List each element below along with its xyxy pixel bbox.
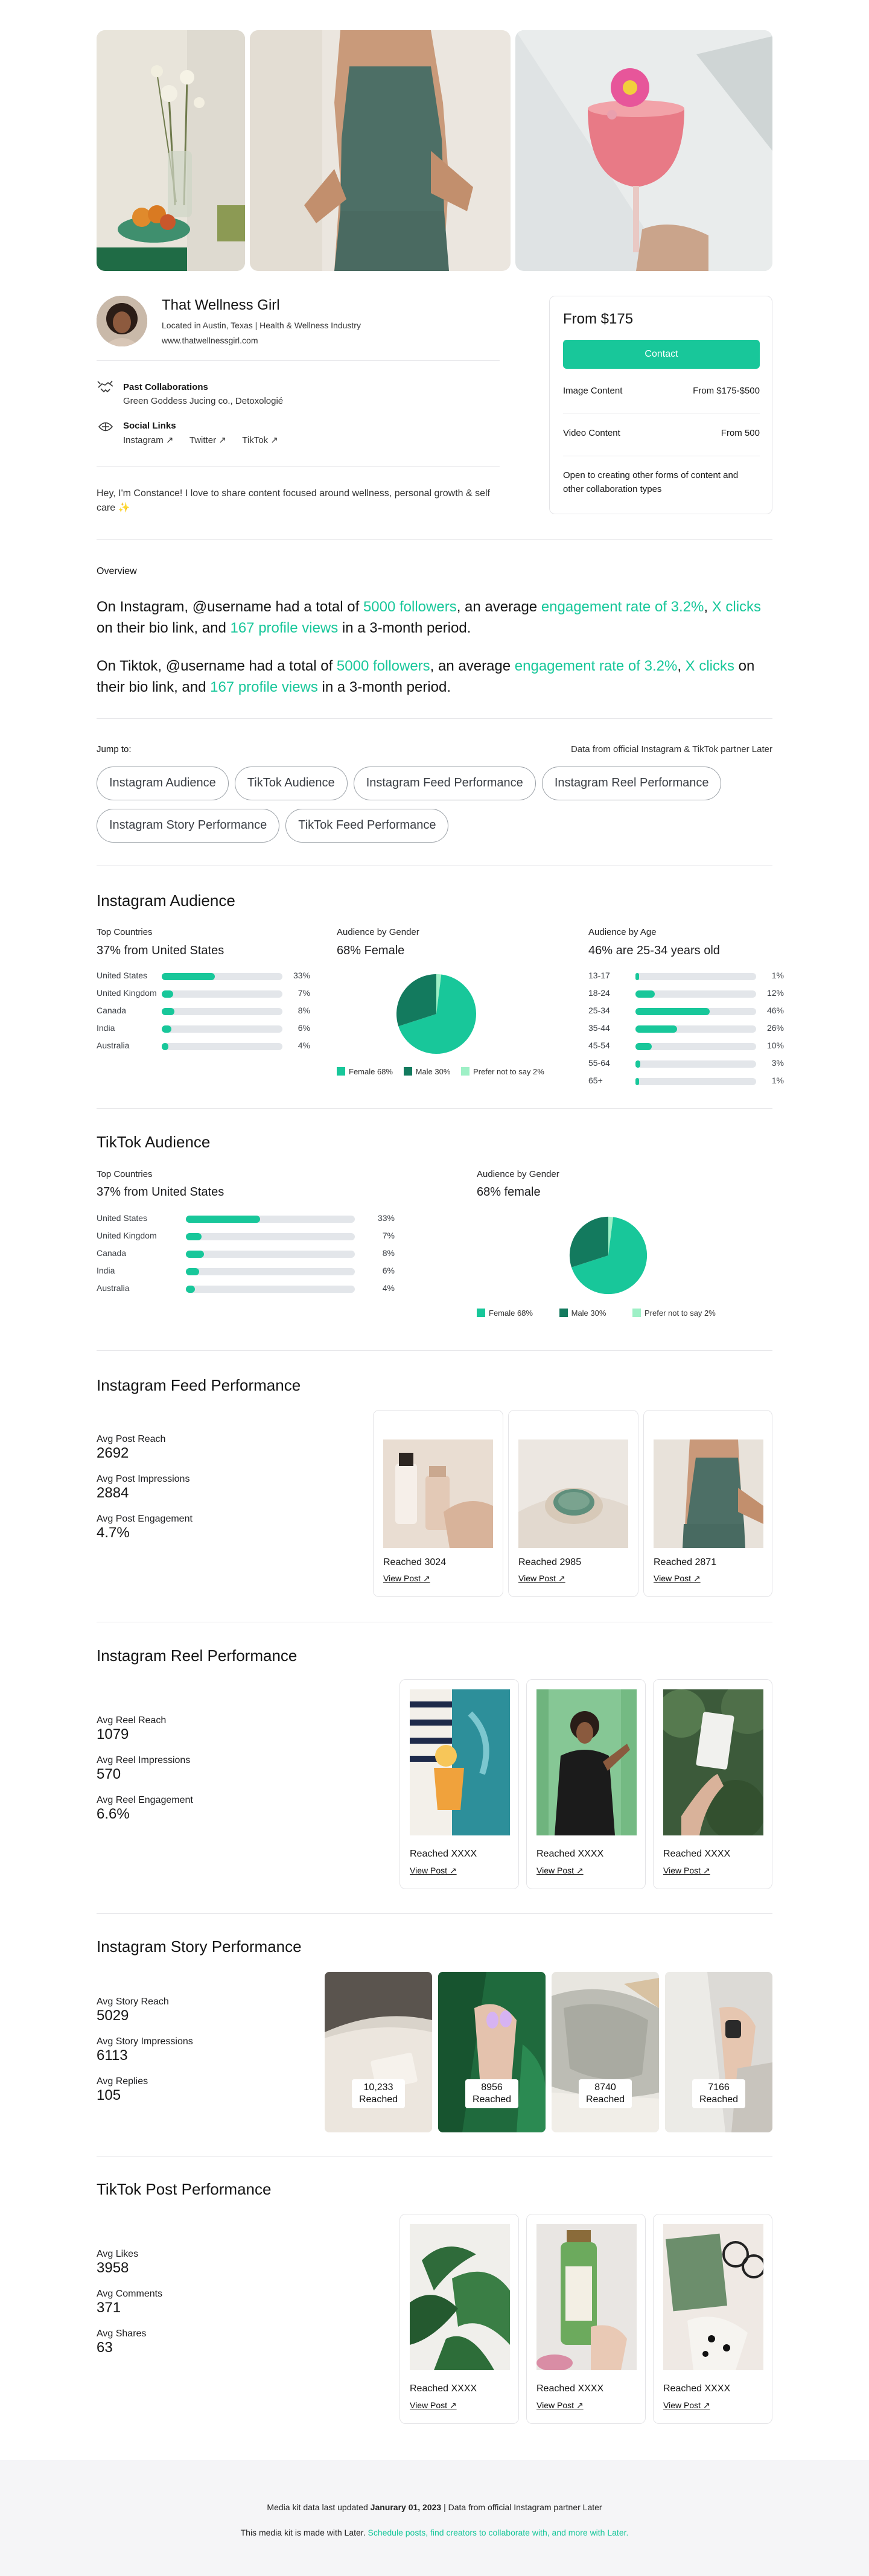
legend-swatch bbox=[461, 1067, 470, 1076]
stat-label: Avg Shares bbox=[97, 2329, 147, 2339]
age-bar-label: 55-64 bbox=[588, 1058, 610, 1068]
stat-value: 2884 bbox=[97, 1485, 129, 1501]
social-links bbox=[123, 435, 278, 446]
profile-divider bbox=[97, 360, 500, 361]
ig-reel-title: Instagram Reel Performance bbox=[97, 1647, 298, 1665]
reel-card bbox=[399, 1679, 519, 1889]
legend-item bbox=[632, 1309, 716, 1318]
ig-feed-stats bbox=[97, 1434, 193, 1541]
story-image bbox=[552, 1972, 659, 2132]
country-bar-track bbox=[186, 1251, 355, 1258]
collab-title: Past Collaborations bbox=[123, 382, 208, 392]
stat-value: 1079 bbox=[97, 1726, 129, 1742]
section-divider bbox=[97, 2156, 772, 2157]
section-divider bbox=[97, 1913, 772, 1914]
age-bar-label: 35-44 bbox=[588, 1023, 610, 1033]
country-bar-label: Canada bbox=[97, 1006, 127, 1015]
jump-pill-tiktok-feed[interactable]: TikTok Feed Performance bbox=[285, 809, 448, 843]
ig-country-bars bbox=[97, 971, 311, 1055]
section-divider bbox=[97, 865, 772, 866]
stat-value: 3958 bbox=[97, 2260, 129, 2276]
overview-followers: 5000 followers bbox=[363, 599, 457, 615]
view-post-link[interactable]: View Post ↗ bbox=[663, 1866, 710, 1875]
age-bar-fill bbox=[635, 1060, 640, 1068]
stat-label: Avg Post Impressions bbox=[97, 1474, 190, 1484]
country-bar-label: United States bbox=[97, 971, 148, 980]
social-link-tiktok[interactable]: TikTok ↗ bbox=[242, 435, 278, 445]
footer-text: Media kit data last updated bbox=[267, 2502, 371, 2512]
pricing-card bbox=[549, 296, 772, 514]
view-post-link[interactable]: View Post ↗ bbox=[383, 1573, 430, 1583]
reel-image bbox=[536, 1689, 637, 1835]
stat-value: 371 bbox=[97, 2300, 121, 2316]
country-bar-track bbox=[186, 1268, 355, 1275]
country-bar-track bbox=[186, 1216, 355, 1223]
social-title: Social Links bbox=[123, 421, 176, 431]
tt-audience-title: TikTok Audience bbox=[97, 1133, 211, 1151]
country-bar-value: 7% bbox=[382, 1231, 395, 1240]
jump-pill-instagram-reel[interactable]: Instagram Reel Performance bbox=[542, 767, 722, 800]
legend-item bbox=[404, 1067, 451, 1076]
pricing-row-value: From 500 bbox=[721, 428, 760, 438]
view-post-link[interactable]: View Post ↗ bbox=[536, 2400, 584, 2410]
story-tile bbox=[665, 1972, 772, 2132]
age-bar-track bbox=[635, 990, 756, 998]
footer-later-link[interactable]: Schedule posts, find creators to collaborate with, and more with Later. bbox=[368, 2528, 629, 2537]
country-bar-label: Canada bbox=[97, 1248, 127, 1258]
pricing-row-video bbox=[563, 428, 760, 442]
post-reached: Reached 2985 bbox=[518, 1557, 582, 1567]
country-bar-label: India bbox=[97, 1023, 115, 1033]
handshake-icon bbox=[97, 379, 115, 395]
country-bar-fill bbox=[186, 1251, 204, 1258]
social-link-instagram[interactable]: Instagram ↗ bbox=[123, 435, 174, 445]
legend-item bbox=[559, 1309, 606, 1318]
post-card bbox=[373, 1410, 503, 1597]
pricing-note: Open to creating other forms of content and other collaboration types bbox=[563, 470, 739, 494]
country-bar-row bbox=[97, 1213, 395, 1229]
jump-pill-instagram-story[interactable]: Instagram Story Performance bbox=[97, 809, 279, 843]
hero-photo-model bbox=[250, 30, 511, 271]
ig-story-title: Instagram Story Performance bbox=[97, 1937, 302, 1956]
legend-label: Prefer not to say 2% bbox=[473, 1067, 544, 1076]
stat-value: 570 bbox=[97, 1766, 121, 1782]
legend-item bbox=[461, 1067, 544, 1076]
age-bar-fill bbox=[635, 1008, 710, 1015]
jump-source: Data from official Instagram & TikTok partner Later bbox=[570, 744, 772, 754]
post-image bbox=[383, 1439, 493, 1548]
ig-age-sub: 46% are 25-34 years old bbox=[588, 944, 720, 957]
ig-feed-title: Instagram Feed Performance bbox=[97, 1376, 301, 1394]
tt-gender-legend bbox=[477, 1309, 716, 1318]
age-bar-value: 10% bbox=[766, 1041, 784, 1050]
tiktok-reached: Reached XXXX bbox=[663, 2383, 731, 2394]
ig-audience-title: Instagram Audience bbox=[97, 891, 235, 910]
age-bar-value: 26% bbox=[766, 1023, 784, 1033]
age-bar-track bbox=[635, 1060, 756, 1068]
ig-age-title: Audience by Age bbox=[588, 927, 657, 937]
tt-country-bars bbox=[97, 1213, 395, 1298]
ig-story-stats bbox=[97, 1997, 193, 2104]
age-bar-row bbox=[588, 1023, 785, 1039]
footer bbox=[0, 2460, 869, 2576]
country-bar-label: India bbox=[97, 1266, 115, 1275]
country-bar-fill bbox=[186, 1233, 202, 1240]
country-bar-label: United Kingdom bbox=[97, 988, 157, 998]
view-post-link[interactable]: View Post ↗ bbox=[654, 1573, 701, 1583]
stat-value: 4.7% bbox=[97, 1525, 130, 1541]
stat-label: Avg Post Engagement bbox=[97, 1514, 193, 1524]
country-bar-value: 33% bbox=[377, 1213, 395, 1223]
country-bar-fill bbox=[186, 1216, 260, 1223]
country-bar-value: 6% bbox=[298, 1023, 310, 1033]
stat-value: 6113 bbox=[97, 2047, 128, 2064]
age-bar-track bbox=[635, 1008, 756, 1015]
age-bar-fill bbox=[635, 1025, 677, 1033]
profile-divider-2 bbox=[97, 466, 500, 467]
age-bar-row bbox=[588, 988, 785, 1004]
overview-text: On Tiktok, @username had a total of bbox=[97, 658, 337, 674]
section-divider bbox=[97, 718, 772, 719]
overview-engagement: engagement rate of 3.2% bbox=[541, 599, 704, 615]
tiktok-card bbox=[653, 2214, 772, 2424]
stat-value: 6.6% bbox=[97, 1806, 130, 1822]
tt-countries-sub: 37% from United States bbox=[97, 1185, 224, 1199]
age-bar-row bbox=[588, 1006, 785, 1021]
country-bar-value: 7% bbox=[298, 988, 310, 998]
country-bar-value: 8% bbox=[382, 1248, 395, 1258]
ig-gender-legend bbox=[337, 1067, 544, 1076]
age-bar-value: 12% bbox=[766, 988, 784, 998]
age-bar-fill bbox=[635, 990, 655, 998]
stat-value: 63 bbox=[97, 2339, 113, 2356]
age-bar-track bbox=[635, 1078, 756, 1085]
overview-text: On Instagram, @username had a total of bbox=[97, 599, 363, 615]
pricing-row-label: Image Content bbox=[563, 386, 623, 396]
story-image bbox=[665, 1972, 772, 2132]
overview-clicks: X clicks bbox=[711, 599, 762, 615]
story-count: 8740 bbox=[594, 2082, 616, 2093]
collab-value: Green Goddess Jucing co., Detoxologié bbox=[123, 396, 284, 406]
ig-gender-sub: 68% Female bbox=[337, 944, 405, 957]
age-bar-fill bbox=[635, 973, 639, 980]
tiktok-reached: Reached XXXX bbox=[410, 2383, 477, 2394]
country-bar-fill bbox=[186, 1286, 195, 1293]
story-word: Reached bbox=[472, 2094, 512, 2105]
overview-title: Overview bbox=[97, 566, 137, 576]
pricing-row-image bbox=[563, 386, 760, 400]
view-post-link[interactable]: View Post ↗ bbox=[518, 1573, 565, 1583]
reel-card bbox=[526, 1679, 646, 1889]
stat-label: Avg Replies bbox=[97, 2076, 148, 2087]
stat-value: 105 bbox=[97, 2087, 121, 2103]
legend-label: Male 30% bbox=[571, 1309, 606, 1318]
reel-reached: Reached XXXX bbox=[536, 1849, 604, 1859]
overview-text: , bbox=[677, 658, 686, 674]
footer-made bbox=[0, 2528, 869, 2537]
country-bar-row bbox=[97, 1041, 311, 1056]
age-bar-row bbox=[588, 1041, 785, 1056]
jump-title: Jump to: bbox=[97, 744, 132, 754]
jump-pill-instagram-feed[interactable]: Instagram Feed Performance bbox=[354, 767, 536, 800]
social-icon bbox=[97, 418, 115, 436]
jump-pills bbox=[97, 767, 772, 851]
story-label bbox=[465, 2079, 518, 2108]
country-bar-row bbox=[97, 1283, 395, 1299]
post-image bbox=[654, 1439, 763, 1548]
tt-gender-pie bbox=[567, 1214, 649, 1296]
view-post-link[interactable]: View Post ↗ bbox=[536, 1866, 584, 1875]
profile-bio: Hey, I'm Constance! I love to share content focused around wellness, personal growth & self care ✨ bbox=[97, 488, 490, 513]
overview-views: 167 profile views bbox=[230, 620, 339, 636]
reel-image bbox=[410, 1689, 510, 1835]
legend-item bbox=[477, 1309, 533, 1318]
story-count: 7166 bbox=[708, 2082, 730, 2093]
story-tile bbox=[552, 1972, 659, 2132]
country-bar-fill bbox=[186, 1268, 199, 1275]
stat-label: Avg Likes bbox=[97, 2249, 139, 2259]
post-reached: Reached 2871 bbox=[654, 1557, 717, 1567]
country-bar-row bbox=[97, 1006, 311, 1021]
ig-countries-title: Top Countries bbox=[97, 927, 153, 937]
country-bar-track bbox=[162, 1025, 282, 1033]
country-bar-row bbox=[97, 1023, 311, 1039]
stat-label: Avg Reel Engagement bbox=[97, 1795, 193, 1805]
country-bar-fill bbox=[162, 1008, 174, 1015]
section-divider bbox=[97, 1350, 772, 1351]
age-bar-value: 1% bbox=[771, 1076, 784, 1085]
stat-label: Avg Reel Reach bbox=[97, 1715, 167, 1726]
story-label bbox=[579, 2079, 632, 2108]
overview-text: , bbox=[704, 599, 712, 615]
stat-label: Avg Post Reach bbox=[97, 1434, 166, 1444]
legend-swatch bbox=[477, 1309, 485, 1317]
tiktok-image bbox=[536, 2224, 637, 2370]
hero-photo-drink bbox=[515, 30, 772, 271]
country-bar-track bbox=[186, 1286, 355, 1293]
story-tile bbox=[438, 1972, 546, 2132]
country-bar-track bbox=[162, 973, 282, 980]
story-word: Reached bbox=[358, 2094, 398, 2105]
country-bar-row bbox=[97, 1266, 395, 1281]
overview-text: on their bio link, and bbox=[97, 620, 231, 636]
story-count: 8956 bbox=[481, 2082, 503, 2093]
overview-instagram bbox=[97, 596, 772, 639]
legend-swatch bbox=[337, 1067, 345, 1076]
country-bar-label: United Kingdom bbox=[97, 1231, 157, 1240]
country-bar-label: Australia bbox=[97, 1041, 130, 1050]
legend-swatch bbox=[632, 1309, 641, 1317]
stat-value: 2692 bbox=[97, 1445, 129, 1461]
overview-engagement: engagement rate of 3.2% bbox=[514, 658, 678, 674]
overview-text: in a 3-month period. bbox=[317, 679, 451, 695]
country-bar-value: 33% bbox=[293, 971, 310, 980]
age-bar-label: 13-17 bbox=[588, 971, 610, 980]
country-bar-value: 4% bbox=[298, 1041, 310, 1050]
legend-label: Female 68% bbox=[489, 1309, 533, 1318]
overview-text: , an average bbox=[430, 658, 515, 674]
story-label bbox=[692, 2079, 745, 2108]
tiktok-card bbox=[526, 2214, 646, 2424]
legend-swatch bbox=[404, 1067, 412, 1076]
country-bar-track bbox=[162, 1008, 282, 1015]
country-bar-label: Australia bbox=[97, 1283, 130, 1293]
overview-clicks: X clicks bbox=[685, 658, 734, 674]
age-bar-row bbox=[588, 971, 785, 986]
tt-post-stats bbox=[97, 2249, 162, 2356]
country-bar-row bbox=[97, 1231, 395, 1246]
footer-date: Janurary 01, 2023 bbox=[370, 2502, 442, 2512]
stat-label: Avg Story Reach bbox=[97, 1997, 169, 2007]
ig-gender-title: Audience by Gender bbox=[337, 927, 419, 937]
hero-photo-flowers bbox=[97, 30, 245, 271]
post-image bbox=[518, 1439, 628, 1548]
age-bar-track bbox=[635, 973, 756, 980]
profile-name: That Wellness Girl bbox=[162, 297, 280, 313]
reel-image bbox=[663, 1689, 763, 1835]
tt-countries-title: Top Countries bbox=[97, 1169, 153, 1179]
ig-countries-sub: 37% from United States bbox=[97, 944, 224, 957]
story-tile bbox=[325, 1972, 432, 2132]
country-bar-fill bbox=[162, 1025, 171, 1033]
age-bar-fill bbox=[635, 1078, 639, 1085]
legend-item bbox=[337, 1067, 393, 1076]
age-bar-value: 3% bbox=[771, 1058, 784, 1068]
age-bar-label: 45-54 bbox=[588, 1041, 610, 1050]
tiktok-card bbox=[399, 2214, 519, 2424]
tiktok-image bbox=[663, 2224, 763, 2370]
footer-text: | Data from official Instagram partner Later bbox=[441, 2502, 602, 2512]
jump-pill-tiktok-audience[interactable]: TikTok Audience bbox=[235, 767, 348, 800]
section-divider bbox=[97, 1108, 772, 1109]
post-reached: Reached 3024 bbox=[383, 1557, 447, 1567]
profile-location: Located in Austin, Texas | Health & Wellness Industry bbox=[162, 320, 361, 330]
avatar bbox=[97, 296, 147, 346]
tiktok-reached: Reached XXXX bbox=[536, 2383, 604, 2394]
age-bar-row bbox=[588, 1058, 785, 1074]
footer-updated bbox=[0, 2502, 869, 2512]
story-count: 10,233 bbox=[363, 2082, 393, 2093]
stat-label: Avg Comments bbox=[97, 2289, 163, 2299]
ig-age-bars bbox=[588, 971, 785, 1091]
reel-reached: Reached XXXX bbox=[410, 1849, 477, 1859]
overview-tiktok bbox=[97, 655, 772, 698]
stat-label: Avg Reel Impressions bbox=[97, 1755, 191, 1765]
social-link-twitter[interactable]: Twitter ↗ bbox=[189, 435, 226, 445]
country-bar-row bbox=[97, 988, 311, 1004]
country-bar-row bbox=[97, 971, 311, 986]
tt-post-title: TikTok Post Performance bbox=[97, 2180, 272, 2198]
country-bar-label: United States bbox=[97, 1213, 148, 1223]
view-post-link[interactable]: View Post ↗ bbox=[663, 2400, 710, 2410]
profile-website[interactable]: www.thatwellnessgirl.com bbox=[162, 336, 258, 345]
post-card bbox=[643, 1410, 772, 1597]
footer-text: This media kit is made with Later. bbox=[240, 2528, 368, 2537]
stat-label: Avg Story Impressions bbox=[97, 2036, 193, 2047]
legend-swatch bbox=[559, 1309, 568, 1317]
age-bar-value: 1% bbox=[771, 971, 784, 980]
age-bar-value: 46% bbox=[766, 1006, 784, 1015]
tt-gender-title: Audience by Gender bbox=[477, 1169, 559, 1179]
section-divider bbox=[97, 539, 772, 540]
post-card bbox=[508, 1410, 638, 1597]
age-bar-track bbox=[635, 1025, 756, 1033]
ig-reel-stats bbox=[97, 1715, 193, 1823]
pricing-from: From $175 bbox=[563, 311, 634, 327]
age-bar-label: 18-24 bbox=[588, 988, 610, 998]
stat-value: 5029 bbox=[97, 2007, 129, 2024]
country-bar-value: 8% bbox=[298, 1006, 310, 1015]
jump-pill-instagram-audience[interactable]: Instagram Audience bbox=[97, 767, 229, 800]
country-bar-value: 4% bbox=[382, 1283, 395, 1293]
age-bar-track bbox=[635, 1043, 756, 1050]
age-bar-label: 25-34 bbox=[588, 1006, 610, 1015]
story-image bbox=[438, 1972, 546, 2132]
overview-text: , an average bbox=[456, 599, 541, 615]
reel-reached: Reached XXXX bbox=[663, 1849, 731, 1859]
country-bar-row bbox=[97, 1248, 395, 1264]
country-bar-track bbox=[162, 1043, 282, 1050]
story-word: Reached bbox=[585, 2094, 625, 2105]
tiktok-image bbox=[410, 2224, 510, 2370]
country-bar-fill bbox=[162, 1043, 168, 1050]
overview-text: on their bio link, and bbox=[97, 658, 755, 695]
pricing-row-value: From $175-$500 bbox=[693, 386, 760, 396]
story-image bbox=[325, 1972, 432, 2132]
overview-followers: 5000 followers bbox=[336, 658, 430, 674]
ig-gender-pie bbox=[394, 972, 479, 1056]
country-bar-fill bbox=[162, 990, 173, 998]
reel-card bbox=[653, 1679, 772, 1889]
overview-text: in a 3-month period. bbox=[338, 620, 471, 636]
contact-button[interactable]: Contact bbox=[563, 340, 760, 369]
legend-label: Male 30% bbox=[415, 1067, 451, 1076]
country-bar-track bbox=[162, 990, 282, 998]
country-bar-value: 6% bbox=[382, 1266, 395, 1275]
story-label bbox=[352, 2079, 405, 2108]
country-bar-track bbox=[186, 1233, 355, 1240]
legend-label: Prefer not to say 2% bbox=[645, 1309, 716, 1318]
pricing-row-label: Video Content bbox=[563, 428, 620, 438]
age-bar-row bbox=[588, 1076, 785, 1091]
tt-gender-sub: 68% female bbox=[477, 1185, 541, 1199]
story-word: Reached bbox=[699, 2094, 739, 2105]
view-post-link[interactable]: View Post ↗ bbox=[410, 1866, 457, 1875]
view-post-link[interactable]: View Post ↗ bbox=[410, 2400, 457, 2410]
legend-label: Female 68% bbox=[349, 1067, 393, 1076]
age-bar-label: 65+ bbox=[588, 1076, 603, 1085]
country-bar-fill bbox=[162, 973, 215, 980]
age-bar-fill bbox=[635, 1043, 652, 1050]
overview-views: 167 profile views bbox=[210, 679, 318, 695]
